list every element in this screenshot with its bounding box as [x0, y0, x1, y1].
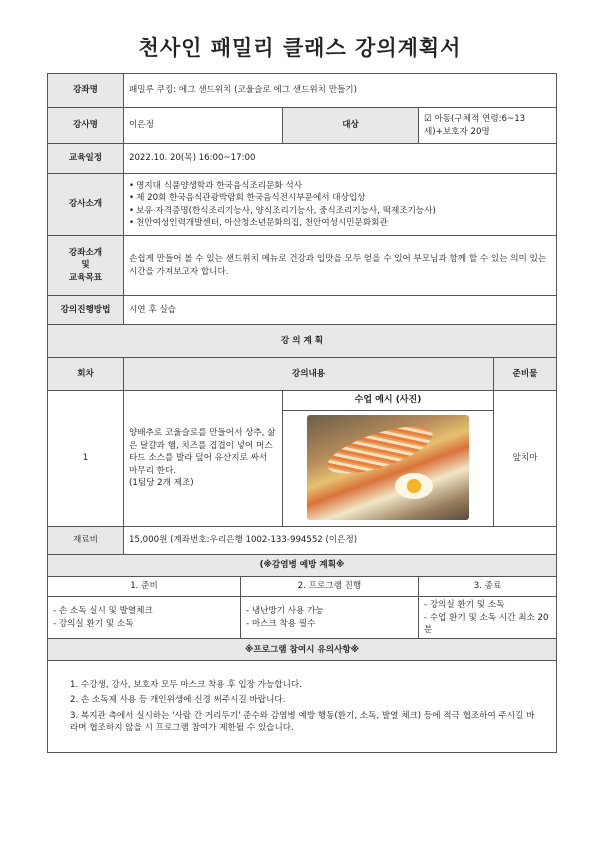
note-item: 3. 복지관 측에서 실시하는 '사람 간 거리두기' 준수와 감염병 예방 행동(환기, 소독, 발열 체크) 등에 적극 협조하여 주시길 바라며 협조하지 않을 시 프로그램 참여가 제한될 수 있습니다. — [70, 710, 535, 734]
prevention-progress-cell — [241, 597, 419, 639]
photo-caption: 수업 예시 (사진) — [283, 391, 493, 411]
prevention-item: - 강의실 환기 및 소독 — [53, 618, 134, 629]
session-note: (1팀당 2개 제조) — [129, 478, 194, 489]
intro-list — [129, 180, 551, 230]
prevention-prepare-cell — [48, 597, 241, 639]
date-value: 2022.10. 20(목) 16:00~17:00 — [124, 144, 557, 174]
prevention-item: - 냉난방기 사용 가능 — [246, 606, 324, 617]
prevention-item: - 수업 환기 및 소독 시간 최소 20분 — [424, 612, 549, 635]
prevention-col-prepare: 1. 준비 — [48, 577, 241, 597]
teacher-row — [48, 108, 557, 144]
method-label: 강의진행방법 — [48, 296, 124, 325]
target-label: 대상 — [283, 108, 419, 144]
egg-shape — [395, 473, 433, 499]
prevention-item: - 손 소독 실시 및 발열체크 — [53, 606, 153, 617]
sandwich-photo — [307, 415, 469, 520]
intro-label: 강사소개 — [48, 174, 124, 236]
intro-item: • 보유 자격증명(한식조리기능사, 양식조리기능사, 중식조리기능사, 떡제조기능사) — [129, 205, 551, 217]
teacher-label: 강사명 — [48, 108, 124, 144]
note-item: 2. 손 소독제 사용 등 개인위생에 신경 써주시길 바랍니다. — [70, 695, 286, 706]
prevention-items-row — [48, 597, 557, 639]
prevention-item: - 마스크 착용 필수 — [246, 618, 316, 629]
session-content — [124, 391, 283, 527]
teacher-value: 이은정 — [124, 108, 283, 144]
intro-cell — [124, 174, 557, 236]
fee-row — [48, 527, 557, 555]
prevention-col-progress: 2. 프로그램 진행 — [241, 577, 419, 597]
session-description: 양배추로 코울슬로를 만들어서 상추, 삶은 달걀과 햄, 치즈를 겹겹이 넣어 머스타드 소스를 발라 덮어 유산지로 싸서 마무리 한다. — [129, 428, 276, 476]
checkbox-icon: ☑ — [424, 114, 432, 125]
date-row — [48, 144, 557, 174]
session-row — [48, 391, 557, 527]
notes-row — [48, 661, 557, 753]
target-cell — [419, 108, 557, 144]
intro-item: • 명지대 식품양생학과 한국음식조리문화 석사 — [129, 180, 551, 192]
col-content: 강의내용 — [124, 358, 494, 391]
intro-item: • 제 20회 한국음식관광박람회 한국음식전시부문에서 대상입상 — [129, 192, 551, 204]
course-value: 패밀루 쿠킹: 에그 샌드위치 (코울슬로 에그 샌드위치 만들기) — [124, 74, 557, 108]
photo-cell — [283, 391, 494, 527]
notes-list — [62, 672, 542, 742]
session-number: 1 — [48, 391, 124, 527]
notes-cell — [48, 661, 557, 753]
supplies-value: 앞치마 — [494, 391, 557, 527]
prevention-header-row — [48, 577, 557, 597]
method-row — [48, 296, 557, 325]
goal-label — [48, 236, 124, 296]
prevention-item: - 강의실 환기 및 소독 — [424, 600, 505, 611]
page-title: 천사인 패밀리 클래스 강의계획서 — [138, 36, 462, 60]
fee-value: 15,000원 (계좌번호:우리은행 1002-133-994552 (이은정) — [124, 527, 557, 555]
prevention-title: (※감염병 예방 계획※ — [48, 555, 557, 577]
intro-row — [48, 174, 557, 236]
date-label: 교육일정 — [48, 144, 124, 174]
notes-title-row — [48, 639, 557, 661]
intro-item: • 천안여성인력개발센터, 아산청소년문화의집, 천안여성시민문화회관 — [129, 217, 551, 229]
col-supplies: 준비물 — [494, 358, 557, 391]
course-plan-table — [47, 73, 557, 753]
goal-row — [48, 236, 557, 296]
course-row — [48, 74, 557, 108]
goal-label-line: 및 — [81, 260, 90, 271]
plan-section-row — [48, 325, 557, 358]
course-label: 강좌명 — [48, 74, 124, 108]
goal-value: 손쉽게 만들어 볼 수 있는 샌드위치 메뉴로 건강과 입맛을 모두 얻을 수 있어 부모님과 함께 할 수 있는 의미 있는 시간을 가져보고자 합니다. — [124, 236, 557, 296]
fee-label: 재료비 — [48, 527, 124, 555]
notes-title: ※프로그램 참여시 유의사항※ — [48, 639, 557, 661]
method-value: 시연 후 실습 — [124, 296, 557, 325]
prevention-finish-cell — [419, 597, 557, 639]
col-session: 회차 — [48, 358, 124, 391]
plan-section-title: 강 의 계 획 — [48, 325, 557, 358]
prevention-col-finish: 3. 종료 — [419, 577, 557, 597]
goal-label-line: 강좌소개 — [68, 247, 103, 258]
plan-header-row — [48, 358, 557, 391]
prevention-title-row — [48, 555, 557, 577]
target-value: 아동(구체적 연령:6~13세)+보호자 20명 — [424, 114, 526, 137]
goal-label-line: 교육목표 — [68, 272, 103, 283]
note-item: 1. 수강생, 강사, 보호자 모두 마스크 착용 후 입장 가능합니다. — [70, 680, 302, 690]
